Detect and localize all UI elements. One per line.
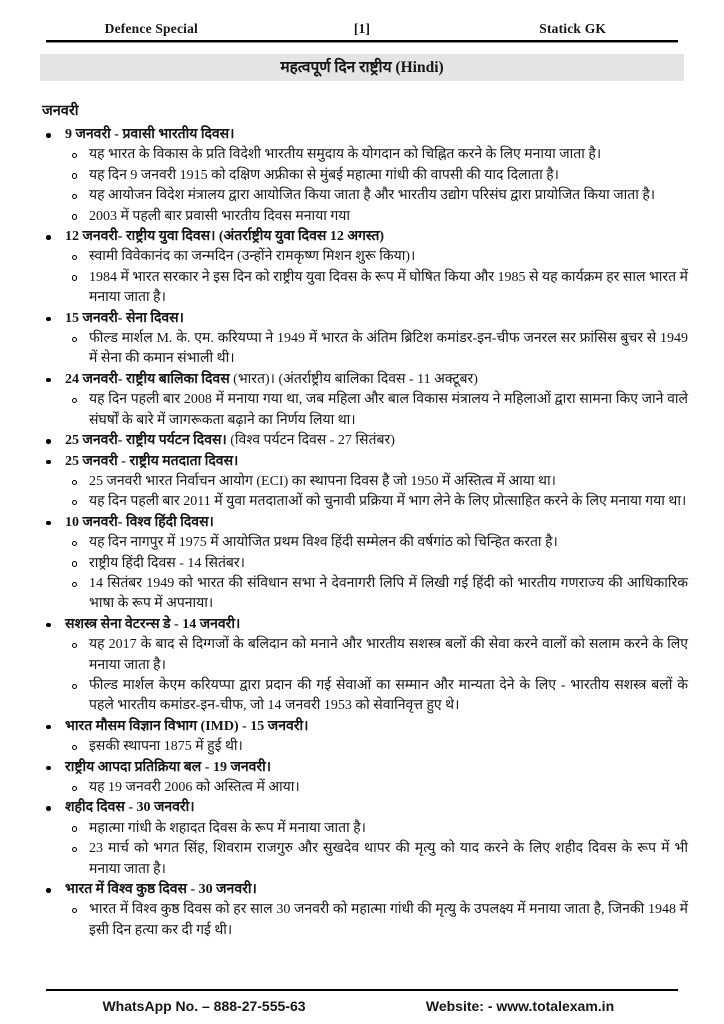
entry-points	[0, 819, 724, 880]
entry-points	[0, 900, 724, 941]
entry-point-text: राष्ट्रीय हिंदी दिवस - 14 सितंबर।	[89, 555, 245, 571]
entry-point-row	[71, 472, 688, 492]
entry-point-row	[71, 533, 688, 553]
entry-title-row	[44, 513, 686, 533]
bullet-dot-icon	[44, 309, 65, 329]
bullet-dot-icon	[44, 758, 65, 778]
entry-point-text: यह दिन 9 जनवरी 1915 को दक्षिण अफ्रीका से मुंबई महात्मा गांधी की वापसी की याद दिलाता है।	[89, 167, 559, 183]
entry-point-row	[71, 329, 688, 370]
entry-point-row	[71, 819, 688, 839]
entry-point-row	[71, 145, 688, 165]
day-entry	[0, 758, 724, 799]
header-right-label: Statick GK	[539, 21, 607, 36]
page-header	[0, 0, 724, 40]
entry-point-row	[71, 778, 688, 798]
circle-bullet-icon	[71, 268, 89, 309]
footer-whatsapp-label: WhatsApp No. – 888-27-555-63	[102, 998, 306, 1014]
entry-point-row	[71, 268, 688, 309]
entry-subnote: (विश्व पर्यटन दिवस - 27 सितंबर)	[226, 433, 395, 449]
entry-point-row	[71, 900, 688, 941]
entry-title-row	[44, 370, 686, 390]
circle-bullet-icon	[71, 166, 89, 186]
entry-title-row	[44, 880, 686, 900]
entry-point-text: यह आयोजन विदेश मंत्रालय द्वारा आयोजित किया जाता है और भारतीय उद्योग परिसंघ द्वारा प्रायोजित किया जाता है।	[89, 188, 656, 204]
bullet-dot-icon	[44, 615, 65, 635]
entry-title-row	[44, 717, 686, 737]
entry-points	[0, 247, 724, 308]
bullet-dot-icon	[44, 880, 65, 900]
entry-point-text: फील्ड मार्शल M. के. एम. करियप्पा ने 1949 में भारत के अंतिम ब्रिटिश कमांडर-इन-चीफ जनरल सर फ्रांसिस बुचर से 1949 में सेना की कमान संभाली थी।	[89, 331, 688, 367]
circle-bullet-icon	[71, 900, 89, 941]
entry-points	[0, 737, 724, 757]
footer-website-label: Website: - www.totalexam.in	[425, 998, 615, 1014]
entry-point-row	[71, 737, 688, 757]
circle-bullet-icon	[71, 635, 89, 676]
entry-points	[0, 533, 724, 615]
day-entry	[0, 125, 724, 227]
circle-bullet-icon	[71, 329, 89, 370]
entry-point-text: यह 2017 के बाद से दिग्गजों के बलिदान को मनाने और भारतीय सशस्त्र बलों की सेवा करने वालों को सलाम करने के लिए मनाया जाता है।	[89, 637, 688, 673]
bullet-dot-icon	[44, 513, 65, 533]
entry-points	[0, 778, 724, 798]
entry-point-text: यह दिन पहली बार 2011 में युवा मतदाताओं को चुनावी प्रक्रिया में भाग लेने के लिए प्रोत्साहित करने के लिए मनाया गया था।	[89, 494, 687, 510]
circle-bullet-icon	[71, 186, 89, 206]
entry-point-row	[71, 207, 688, 227]
circle-bullet-icon	[71, 676, 89, 717]
entry-point-row	[71, 635, 688, 676]
entry-title-row	[44, 227, 686, 247]
bullet-dot-icon	[44, 798, 65, 818]
entry-title: 25 जनवरी - राष्ट्रीय मतदाता दिवस।	[65, 453, 239, 469]
circle-bullet-icon	[71, 819, 89, 839]
entry-points	[0, 472, 724, 513]
entry-point-row	[71, 574, 688, 615]
day-entry	[0, 615, 724, 717]
month-heading: जनवरी	[42, 103, 79, 119]
entry-point-text: स्वामी विवेकानंद का जन्मदिन (उन्होंने रामकृष्ण मिशन शुरू किया)।	[89, 249, 416, 265]
entry-title: भारत मौसम विज्ञान विभाग (IMD) - 15 जनवरी।	[65, 718, 309, 734]
entry-point-text: 23 मार्च को भगत सिंह, शिवराम राजगुरु और सुखदेव थापर की मृत्यु को याद करने के लिए शहीद दिवस के रूप में भी मनाया जाता है।	[89, 841, 688, 877]
entry-point-text: 1984 में भारत सरकार ने इस दिन को राष्ट्रीय युवा दिवस के रूप में घोषित किया और 1985 से यह कार्यक्रम हर साल भारत में मनाया जाता है।	[89, 269, 688, 306]
circle-bullet-icon	[71, 207, 89, 227]
bullet-dot-icon	[44, 431, 65, 451]
entry-title-row	[44, 798, 686, 818]
entry-point-row	[71, 247, 688, 267]
entry-title: 10 जनवरी- विश्व हिंदी दिवस।	[65, 514, 214, 530]
circle-bullet-icon	[71, 574, 89, 615]
entry-point-text: 14 सितंबर 1949 को भारत की संविधान सभा ने देवनागरी लिपि में लिखी गई हिंदी को भारतीय गणराज्य की आधिकारिक भाषा के रूप में अपनाया।	[89, 575, 688, 612]
entry-point-text: यह भारत के विकास के प्रति विदेशी भारतीय समुदाय के योगदान को चिह्नित करने के लिए मनाया जाता है।	[89, 147, 602, 163]
header-left-label: Defence Special	[104, 21, 199, 36]
bullet-dot-icon	[44, 452, 65, 472]
title-bar	[40, 54, 684, 81]
entry-point-text: फील्ड मार्शल केएम करियप्पा द्वारा प्रदान की गई सेवाओं का सम्मान और मान्यता देने के लिए - भारतीय सशस्त्र बलों के पहले भारतीय कमांडर-इन-चीफ, जो 14 जनवरी 1953 को सेवानिवृत्त हुए थे।	[89, 677, 688, 714]
entry-point-row	[71, 839, 688, 880]
day-entry	[0, 370, 724, 431]
entry-points	[0, 635, 724, 717]
day-entry	[0, 309, 724, 370]
entry-title: 25 जनवरी- राष्ट्रीय पर्यटन दिवस। (विश्व पर्यटन दिवस - 27 सितंबर)	[65, 433, 395, 449]
circle-bullet-icon	[71, 145, 89, 165]
entry-title: 15 जनवरी- सेना दिवस।	[65, 310, 184, 326]
circle-bullet-icon	[71, 554, 89, 574]
circle-bullet-icon	[71, 778, 89, 798]
entry-title-row	[44, 452, 686, 472]
entry-points	[0, 329, 724, 370]
entry-points	[0, 145, 724, 227]
entry-point-text: 25 जनवरी भारत निर्वाचन आयोग (ECI) का स्थापना दिवस है जो 1950 में अस्तित्व में आया था।	[89, 473, 556, 489]
circle-bullet-icon	[71, 390, 89, 431]
entry-title-row	[44, 615, 686, 635]
entry-title: 12 जनवरी- राष्ट्रीय युवा दिवस। (अंतर्राष्ट्रीय युवा दिवस 12 अगस्त)	[65, 229, 384, 245]
entry-title: भारत में विश्व कुष्ठ दिवस - 30 जनवरी।	[65, 882, 257, 898]
entry-point-text: इसकी स्थापना 1875 में हुई थी।	[89, 739, 243, 755]
circle-bullet-icon	[71, 839, 89, 880]
day-entry	[0, 227, 724, 309]
page-title: महत्वपूर्ण दिन राष्ट्रीय (Hindi)	[280, 59, 444, 76]
entry-title-row	[44, 125, 686, 145]
entry-title: 9 जनवरी - प्रवासी भारतीय दिवस।	[65, 127, 235, 142]
day-entry	[0, 880, 724, 941]
entry-point-row	[71, 676, 688, 717]
bullet-dot-icon	[44, 717, 65, 737]
circle-bullet-icon	[71, 492, 89, 512]
header-divider	[46, 40, 678, 43]
entries-list	[0, 125, 724, 941]
entry-title: शहीद दिवस - 30 जनवरी।	[65, 800, 195, 816]
day-entry	[0, 513, 724, 615]
circle-bullet-icon	[71, 533, 89, 553]
entry-point-row	[71, 492, 688, 512]
entry-point-text: यह 19 जनवरी 2006 को अस्तित्व में आया।	[89, 780, 300, 795]
entry-title-row	[44, 431, 686, 451]
entry-title-row	[44, 309, 686, 329]
entry-point-row	[71, 166, 688, 186]
day-entry	[0, 798, 724, 880]
entry-point-text: यह दिन पहली बार 2008 में मनाया गया था, जब महिला और बाल विकास मंत्रालय ने महिलाओं द्वारा सामना किए जाने वाले संघर्षों के बारे में जागरूकता बढ़ाने का निर्णय लिया था।	[89, 392, 688, 428]
page-footer	[46, 998, 678, 1014]
entry-title-row	[44, 758, 686, 778]
day-entry	[0, 717, 724, 758]
entry-title: राष्ट्रीय आपदा प्रतिक्रिया बल - 19 जनवरी।	[65, 759, 272, 775]
circle-bullet-icon	[71, 472, 89, 492]
entry-point-text: 2003 में पहली बार प्रवासी भारतीय दिवस मनाया गया	[89, 208, 351, 224]
entry-title: 24 जनवरी- राष्ट्रीय बालिका दिवस (भारत)। (अंतर्राष्ट्रीय बालिका दिवस - 11 अक्टूबर)	[65, 371, 478, 387]
entry-points	[0, 390, 724, 431]
day-entry	[0, 452, 724, 513]
page-number: [1]	[353, 21, 371, 36]
entry-point-row	[71, 554, 688, 574]
entry-point-row	[71, 186, 688, 206]
entry-subnote: (भारत)। (अंतर्राष्ट्रीय बालिका दिवस - 11 अक्टूबर)	[229, 371, 478, 387]
footer-divider	[46, 989, 678, 991]
entry-title: सशस्त्र सेना वेटरन्स डे - 14 जनवरी।	[65, 616, 241, 632]
entry-point-text: भारत में विश्व कुष्ठ दिवस को हर साल 30 जनवरी को महात्मा गांधी की मृत्यु के उपलक्ष्य में मनाया जाता है, जिनकी 1948 में इसी दिन हत्या कर दी गई थी।	[89, 902, 688, 938]
circle-bullet-icon	[71, 737, 89, 757]
bullet-dot-icon	[44, 125, 65, 145]
entry-point-row	[71, 390, 688, 431]
bullet-dot-icon	[44, 227, 65, 247]
entry-point-text: यह दिन नागपुर में 1975 में आयोजित प्रथम विश्व हिंदी सम्मेलन की वर्षगांठ को चिन्हित करता है।	[89, 535, 558, 551]
circle-bullet-icon	[71, 247, 89, 267]
entry-point-text: महात्मा गांधी के शहादत दिवस के रूप में मनाया जाता है।	[89, 820, 366, 836]
bullet-dot-icon	[44, 370, 65, 390]
day-entry	[0, 431, 724, 451]
